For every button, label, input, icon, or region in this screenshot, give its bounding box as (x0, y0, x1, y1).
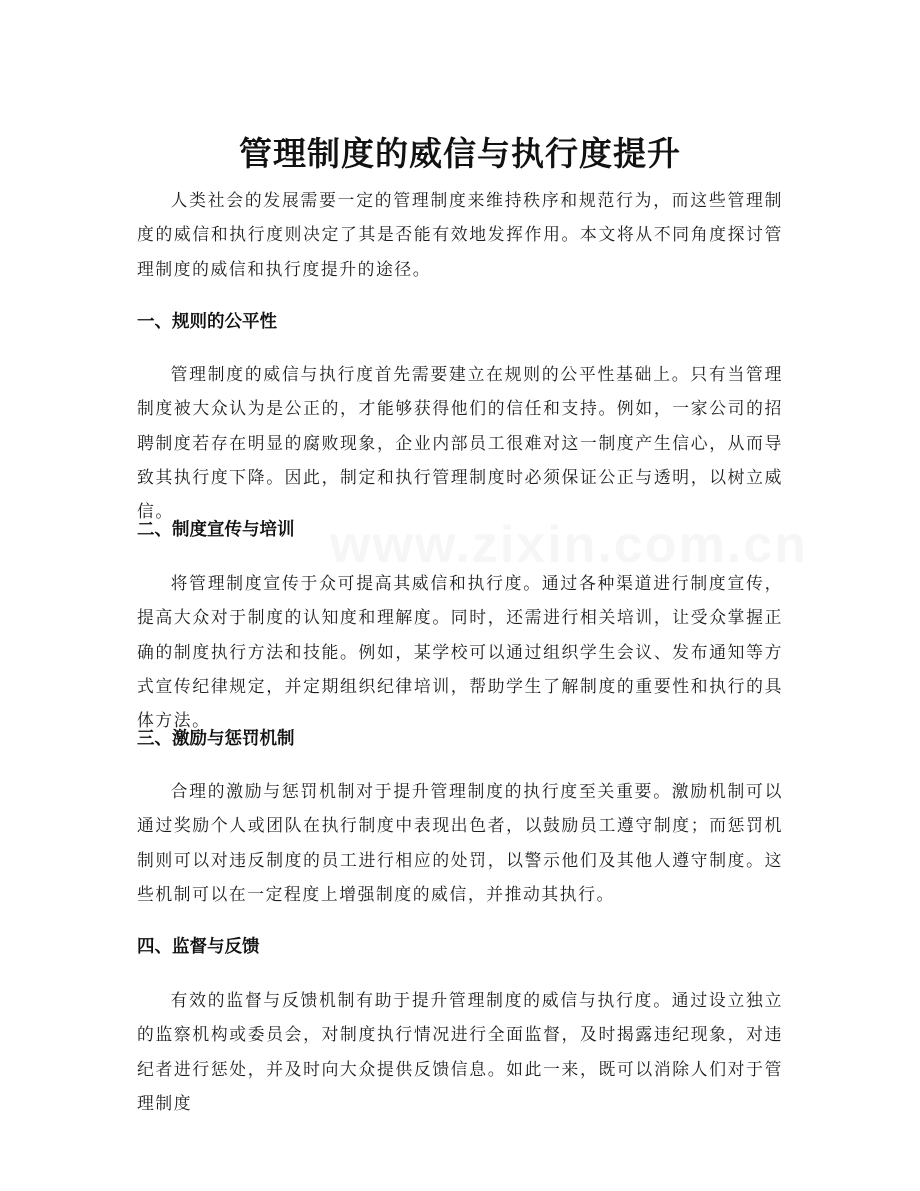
intro-paragraph: 人类社会的发展需要一定的管理制度来维持秩序和规范行为，而这些管理制度的威信和执行度则决定了其是否能有效地发挥作用。本文将从不同角度探讨管理制度的威信和执行度提升的途径。 (137, 190, 783, 279)
section-body-3: 合理的激励与惩罚机制对于提升管理制度的执行度至关重要。激励机制可以通过奖励个人或团队在执行制度中表现出色者，以鼓励员工遵守制度；而惩罚机制则可以对违反制度的员工进行相应的处罚，以警示他们及其他人遵守制度。这些机制可以在一定程度上增强制度的威信，并推动其执行。 (137, 781, 783, 904)
section-body-4: 有效的监督与反馈机制有助于提升管理制度的威信与执行度。通过设立独立的监察机构或委员会，对制度执行情况进行全面监督，及时揭露违纪现象，对违纪者进行惩处，并及时向大众提供反馈信息。如此一来，既可以消除人们对于管理制度 (137, 990, 783, 1113)
section-heading-3: 三、激励与惩罚机制 (137, 729, 295, 749)
section-heading-1: 一、规则的公平性 (137, 312, 277, 332)
section-heading-4: 四、监督与反馈 (137, 937, 260, 957)
watermark: www.zixin.com.cn (330, 516, 808, 574)
section-body-2: 将管理制度宣传于众可提高其威信和执行度。通过各种渠道进行制度宣传，提高大众对于制度的认知度和理解度。同时，还需进行相关培训，让受众掌握正确的制度执行方法和技能。例如，某学校可以通过组织学生会议、发布通知等方式宣传纪律规定，并定期组织纪律培训，帮助学生了解制度的重要性和执行的具体方法。 (137, 573, 783, 731)
document-title: 管理制度的威信与执行度提升 (239, 134, 681, 174)
section-body-1: 管理制度的威信与执行度首先需要建立在规则的公平性基础上。只有当管理制度被大众认为是公正的，才能够获得他们的信任和支持。例如，一家公司的招聘制度若存在明显的腐败现象，企业内部员工很难对这一制度产生信心，从而导致其执行度下降。因此，制定和执行管理制度时必须保证公正与透明，以树立威信。 (137, 364, 783, 522)
section-heading-2: 二、制度宣传与培训 (137, 520, 295, 540)
